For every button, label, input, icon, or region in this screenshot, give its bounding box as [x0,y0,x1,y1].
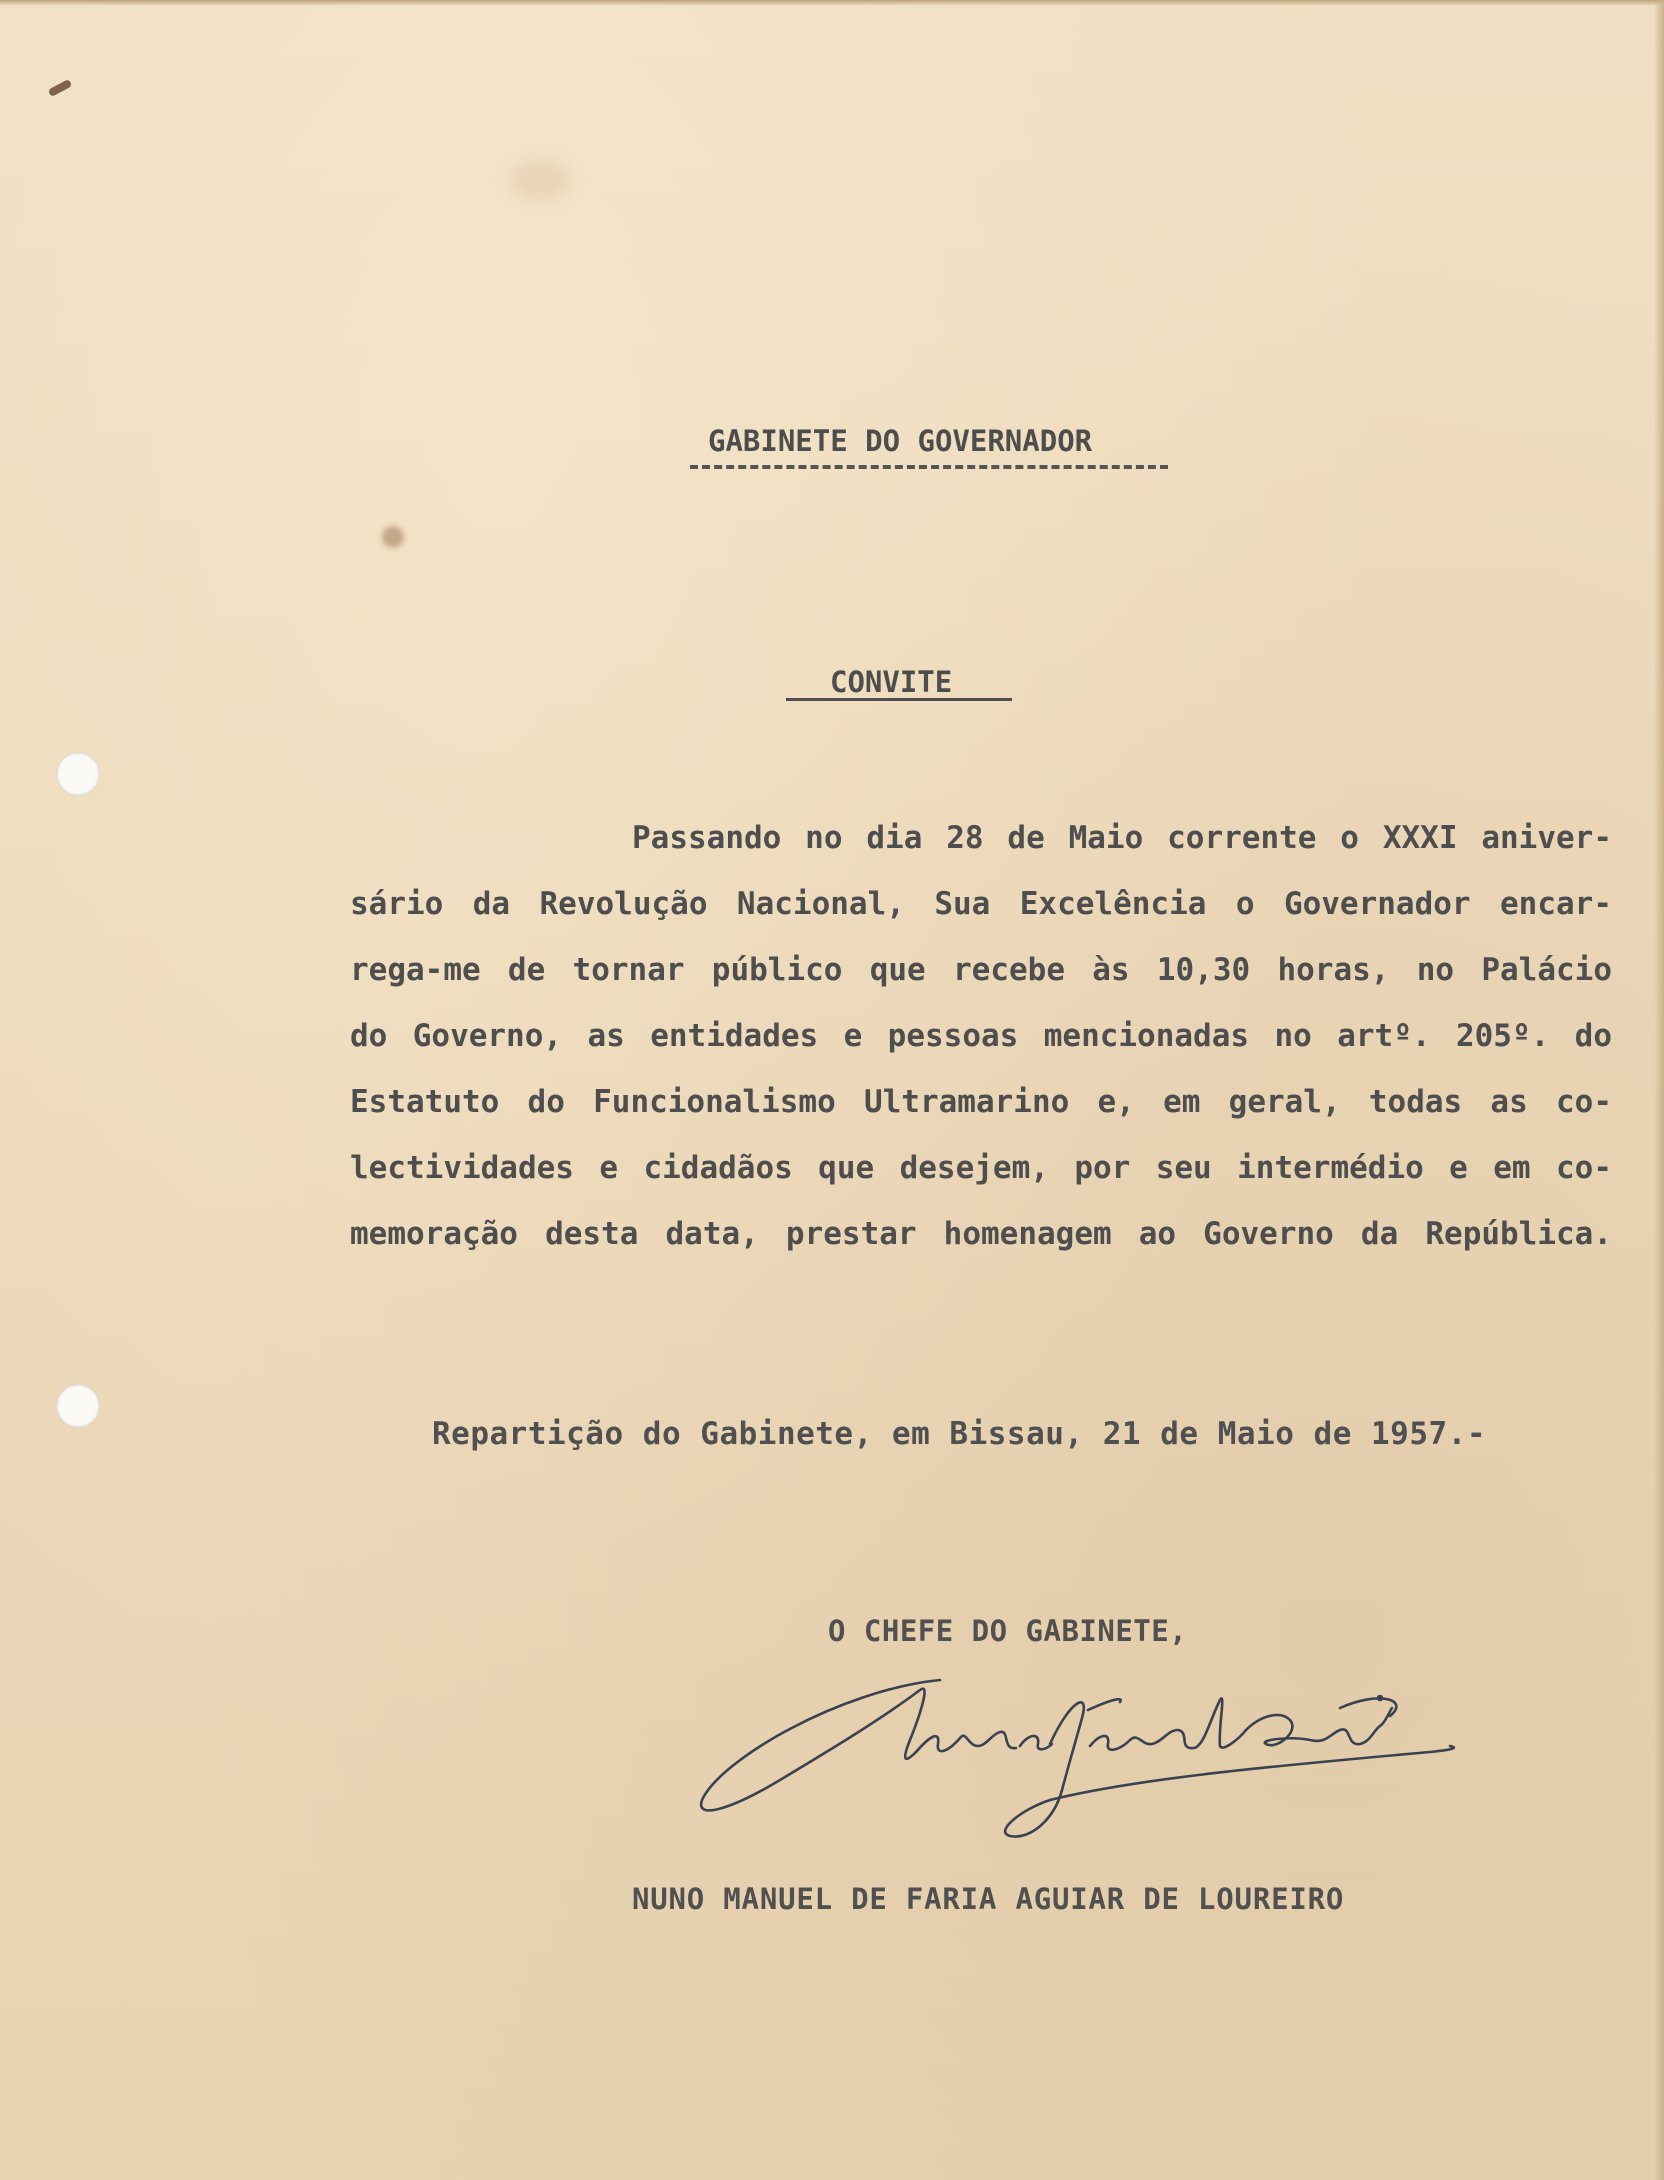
office-heading: GABINETE DO GOVERNADOR [708,424,1093,458]
office-heading-underline [690,465,1168,469]
body-line: memoração desta data, prestar homenagem ao Governo da República. [350,1216,1612,1252]
body-line: rega-me de tornar público que recebe às 10,30 horas, no Palácio [350,952,1612,988]
paper-top-edge [0,0,1664,6]
body-line: do Governo, as entidades e pessoas mencionadas no artº. 205º. do [350,1018,1612,1054]
signatory-name: NUNO MANUEL DE FARIA AGUIAR DE LOUREIRO [632,1882,1345,1916]
body-line: Estatuto do Funcionalismo Ultramarino e, em geral, todas as co- [350,1084,1612,1120]
place-and-date: Repartição do Gabinete, em Bissau, 21 de Maio de 1957.- [432,1416,1486,1452]
body-line: lectividades e cidadãos que desejem, por seu intermédio e em co- [350,1150,1612,1186]
body-line: sário da Revolução Nacional, Sua Excelência o Governador encar- [350,886,1612,922]
punch-hole-top [56,752,100,796]
paper-discoloration [510,160,570,200]
signatory-role: O CHEFE DO GABINETE, [828,1614,1188,1648]
punch-hole-bottom [56,1384,100,1428]
ink-mark [48,79,73,97]
invitation-title: CONVITE [830,665,953,699]
paper-right-edge [1654,0,1664,2180]
invitation-title-underline [786,698,1012,701]
ink-stain [382,526,404,548]
body-line: Passando no dia 28 de Maio corrente o XXXI aniver- [632,820,1612,856]
handwritten-signature [690,1660,1470,1850]
